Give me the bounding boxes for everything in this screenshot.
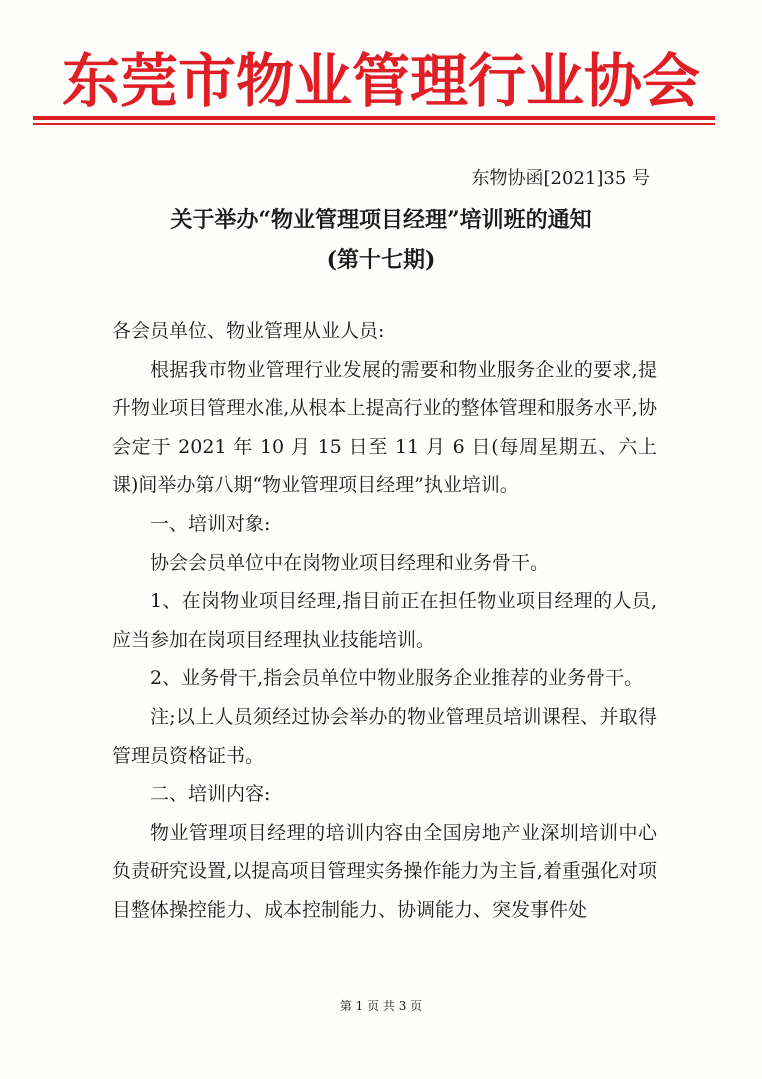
document-subtitle: (第十七期) (326, 247, 436, 273)
paragraph-content: 物业管理项目经理的培训内容由全国房地产业深圳培训中心负责研究设置,以提高项目管理实务操作能力为主旨,着重强化对项目整体操控能力、成本控制能力、协调能力、突发事件处 (112, 821, 657, 921)
document-body (112, 312, 657, 930)
document-number: 东物协函[2021]35 号 (471, 168, 650, 189)
paragraph-target-item-2: 2、业务骨干,指会员单位中物业服务企业推荐的业务骨干。 (150, 667, 644, 690)
section-heading-training-content: 二、培训内容: (150, 783, 271, 806)
masthead-rule-thin (33, 123, 715, 125)
page-footer: 第 1 页 共 3 页 (339, 999, 423, 1013)
document-title: 关于举办“物业管理项目经理”培训班的通知 (170, 207, 592, 233)
paragraph-target-item-1: 1、在岗物业项目经理,指目前正在担任物业项目经理的人员,应当参加在岗项目经理执业技能培训。 (112, 590, 657, 651)
masthead-rule-thick (33, 116, 715, 120)
paragraph-note: 注;以上人员须经过协会举办的物业管理员培训课程、并取得管理员资格证书。 (112, 705, 657, 767)
paragraph-intro: 根据我市物业管理行业发展的需要和物业服务企业的要求,提升物业项目管理水准,从根本上提高行业的整体管理和服务水平,协会定于 2021 年 10 月 15 日至 11 月 6 日(每周星期五、六上课)间举办第八期“物业管理项目经理”执业培训。 (112, 358, 657, 497)
section-heading-training-target: 一、培训对象: (150, 512, 271, 535)
paragraph-target-summary: 协会会员单位中在岗物业项目经理和业务骨干。 (150, 551, 550, 574)
organization-masthead: 东莞市物业管理行业协会 (61, 47, 700, 115)
salutation: 各会员单位、物业管理从业人员: (112, 320, 385, 342)
